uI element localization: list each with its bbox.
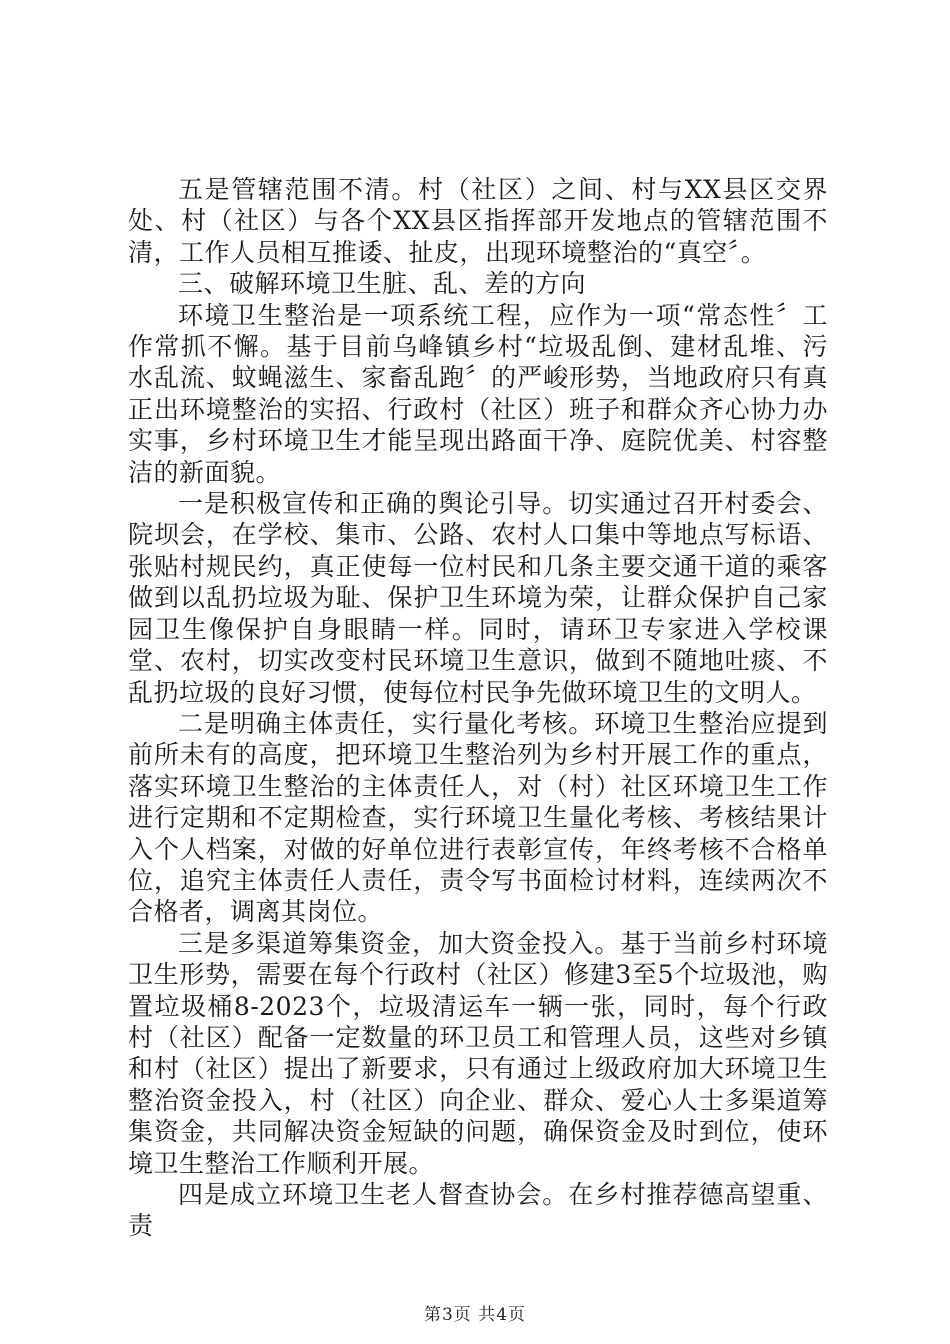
document-body [128,174,828,1242]
paragraph-intro-solutions: 环境卫生整治是一项系统工程，应作为一项“常态性〞工作常抓不懈。基于目前乌峰镇乡村“垃圾乱倒、建材乱堆、污水乱流、蚊蝇滋生、家畜乱跑〞的严峻形势，当地政府只有真正出环境整治的实招、行政村（社区）班子和群众齐心协力办实事，乡村环境卫生才能呈现出路面干净、庭院优美、村容整洁的新面貌。 [128,300,828,487]
page-number-footer: 第3页 共4页 [423,1305,527,1325]
paragraph-jurisdiction-issue: 五是管辖范围不清。村（社区）之间、村与XX县区交界处、村（社区）与各个XX县区指挥部开发地点的管辖范围不清，工作人员相互推诿、扯皮，出现环境整治的“真空〞。 [128,175,828,267]
section-heading-solutions: 三、破解环境卫生脏、乱、差的方向 [178,269,587,299]
paragraph-funding: 三是多渠道筹集资金，加大资金投入。基于当前乡村环境卫生形势，需要在每个行政村（社区）修建3至5个垃圾池，购置垃圾桶8-2023个，垃圾清运车一辆一张，同时，每个行政村（社区）配备一定数量的环卫员工和管理人员，这些对乡镇和村（社区）提出了新要求，只有通过上级政府加大环境卫生整治资金投入，村（社区）向企业、群众、爱心人士多渠道筹集资金，共同解决资金短缺的问题，确保资金及时到位，使环境卫生整治工作顺利开展。 [128,928,828,1178]
paragraph-elder-association: 四是成立环境卫生老人督查协会。在乡村推荐德高望重、责 [128,1180,828,1241]
paragraph-publicity: 一是积极宣传和正确的舆论引导。切实通过召开村委会、院坝会，在学校、集市、公路、农村人口集中等地点写标语、张贴村规民约，真正使每一位村民和几条主要交通干道的乘客做到以乱扔垃圾为耻、保护卫生环境为荣，让群众保护自己家园卫生像保护自身眼睛一样。同时，请环卫专家进入学校课堂、农村，切实改变村民环境卫生意识，做到不随地吐痰、不乱扔垃圾的良好习惯，使每位村民争先做环境卫生的文明人。 [128,489,828,707]
paragraph-responsibility: 二是明确主体责任，实行量化考核。环境卫生整治应提到前所未有的高度，把环境卫生整治列为乡村开展工作的重点，落实环境卫生整治的主体责任人，对（村）社区环境卫生工作进行定期和不定期检查，实行环境卫生量化考核、考核结果计入个人档案，对做的好单位进行表彰宣传，年终考核不合格单位，追究主体责任人责任，责令写书面检讨材料，连续两次不合格者，调离其岗位。 [128,708,828,927]
